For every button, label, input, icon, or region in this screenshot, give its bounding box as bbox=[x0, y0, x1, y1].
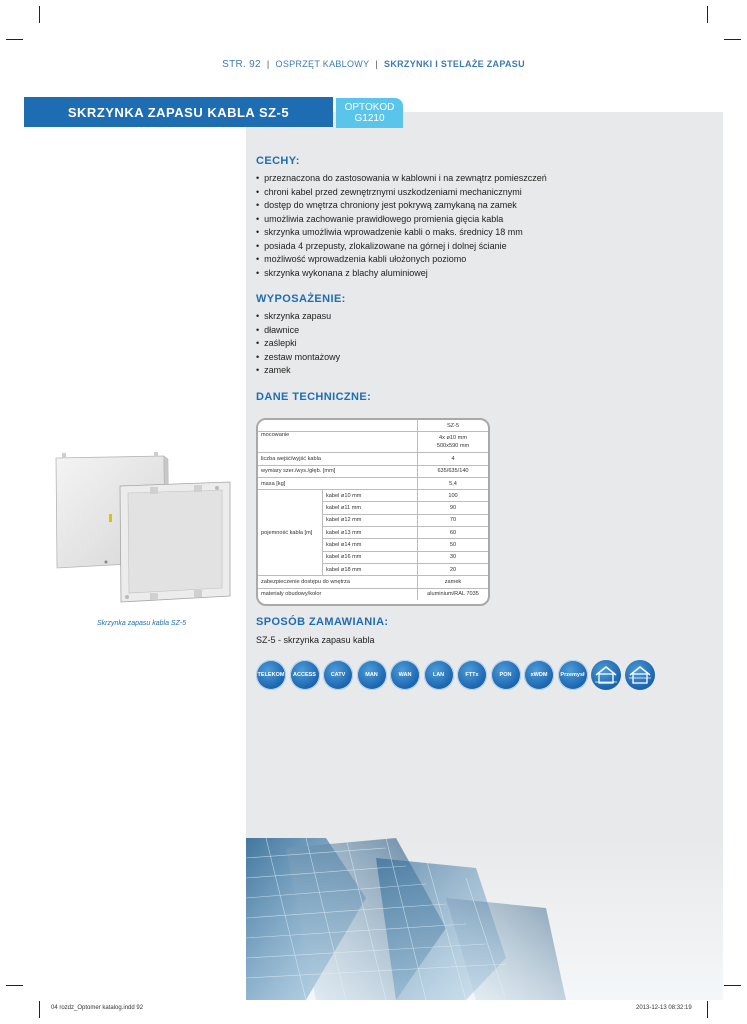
list-item: • możliwość wprowadzenia kabli ułożonych poziomo bbox=[256, 253, 547, 267]
house-network-icon bbox=[591, 660, 621, 690]
table-cell: 100 bbox=[418, 490, 489, 502]
badge-man: MAN bbox=[357, 660, 387, 690]
table-row bbox=[258, 477, 488, 489]
table-cell: materiały obudowy/kolor bbox=[258, 588, 418, 600]
table-cell: kabel ø14 mm bbox=[323, 539, 418, 551]
table-cell bbox=[418, 432, 489, 453]
page-header: STR. 92 | OSPRZĘT KABLOWY | SKRZYNKI I STELAŻE ZAPASU bbox=[222, 59, 525, 70]
application-badges bbox=[256, 660, 655, 690]
badge-fttx: FTTx bbox=[457, 660, 487, 690]
crop-mark bbox=[707, 1001, 708, 1018]
list-item: • skrzynka umożliwia wprowadzenie kabli o maks. średnicy 18 mm bbox=[256, 226, 547, 240]
table-row bbox=[258, 465, 488, 477]
product-caption: Skrzynka zapasu kabla SZ-5 bbox=[97, 620, 187, 627]
table-cell: liczba wejść/wyjść kabla bbox=[258, 453, 418, 465]
crop-mark bbox=[707, 6, 708, 23]
table-cell: kabel ø16 mm bbox=[323, 551, 418, 563]
table-cell: kabel ø10 mm bbox=[323, 490, 418, 502]
list-item: • zamek bbox=[256, 364, 340, 378]
table-cell: 70 bbox=[418, 514, 489, 526]
spec-table bbox=[256, 418, 490, 606]
list-item: • dostęp do wnętrza chroniony jest pokrywą zamykaną na zamek bbox=[256, 199, 547, 213]
crop-mark bbox=[39, 6, 40, 23]
product-title-bar bbox=[24, 97, 333, 127]
decorative-building-graphic bbox=[246, 838, 723, 1000]
badge-telekom: TELEKOM bbox=[256, 660, 286, 690]
footer-file: 04 rozdz_Optomer katalog.indd 92 bbox=[51, 1005, 144, 1011]
product-title: SKRZYNKA ZAPASU KABLA SZ-5 bbox=[67, 104, 290, 120]
table-cell: 60 bbox=[418, 527, 489, 539]
product-image bbox=[54, 452, 234, 607]
table-row bbox=[258, 453, 488, 465]
list-item: • skrzynka wykonana z blachy aluminiowej bbox=[256, 267, 547, 281]
table-cell: 5,4 bbox=[418, 477, 489, 489]
crop-mark bbox=[724, 985, 741, 986]
table-cell: 20 bbox=[418, 563, 489, 575]
table-cell: kabel ø12 mm bbox=[323, 514, 418, 526]
table-row bbox=[258, 576, 488, 588]
optokod-label: OPTOKOD bbox=[344, 102, 395, 113]
crop-mark bbox=[724, 39, 741, 40]
table-cell: mocowanie bbox=[258, 432, 418, 453]
list-item: • posiada 4 przepusty, zlokalizowane na górnej i dolnej ścianie bbox=[256, 240, 547, 254]
crop-mark bbox=[6, 985, 23, 986]
order-line: SZ-5 - skrzynka zapasu kabla bbox=[256, 635, 375, 645]
list-item: • dławnice bbox=[256, 324, 340, 338]
table-cell: zamek bbox=[418, 576, 489, 588]
badge-wan: WAN bbox=[390, 660, 420, 690]
list-item: • przeznaczona do zastosowania w kablowni i na zewnątrz pomieszczeń bbox=[256, 172, 547, 186]
sposob-heading: SPOSÓB ZAMAWIANIA: bbox=[256, 616, 389, 628]
house-network-icon bbox=[625, 660, 655, 690]
dane-heading: DANE TECHNICZNE: bbox=[256, 391, 372, 403]
table-cell: 50 bbox=[418, 539, 489, 551]
header-subcategory: SKRZYNKI I STELAŻE ZAPASU bbox=[384, 59, 525, 69]
table-cell: 635/635/140 bbox=[418, 465, 489, 477]
table-cell: 4 bbox=[418, 453, 489, 465]
wyposazenie-list bbox=[256, 310, 340, 378]
table-cell: 90 bbox=[418, 502, 489, 514]
badge-przemysl: Przemysł bbox=[558, 660, 588, 690]
list-item: • zestaw montażowy bbox=[256, 351, 340, 365]
table-cell: kabel ø13 mm bbox=[323, 527, 418, 539]
table-cell: kabel ø11 mm bbox=[323, 502, 418, 514]
cechy-list bbox=[256, 172, 547, 280]
table-row bbox=[258, 490, 488, 502]
footer-timestamp: 2013-12-13 08:32:19 bbox=[636, 1005, 692, 1011]
list-item: • zaślepki bbox=[256, 337, 340, 351]
table-row bbox=[258, 588, 488, 600]
table-header: SZ-5 bbox=[418, 420, 489, 432]
header-category: OSPRZĘT KABLOWY bbox=[275, 59, 370, 69]
optokod-tab bbox=[336, 98, 403, 128]
table-cell: kabel ø18 mm bbox=[323, 563, 418, 575]
table-cell: wymiary szer./wys./głęb. [mm] bbox=[258, 465, 418, 477]
table-row bbox=[258, 420, 488, 432]
table-row bbox=[258, 432, 488, 453]
table-cell: pojemność kabla [m] bbox=[258, 490, 323, 576]
table-cell: masa [kg] bbox=[258, 477, 418, 489]
badge-lan: LAN bbox=[424, 660, 454, 690]
table-cell: 30 bbox=[418, 551, 489, 563]
list-item: • umożliwia zachowanie prawidłowego promienia gięcia kabla bbox=[256, 213, 547, 227]
page-number: STR. 92 bbox=[222, 59, 261, 70]
badge-xwdm: xWDM bbox=[524, 660, 554, 690]
mocowanie-value: 500x590 mm bbox=[436, 443, 470, 450]
crop-mark bbox=[6, 39, 23, 40]
crop-mark bbox=[39, 1001, 40, 1018]
table-cell: zabezpieczenie dostępu do wnętrza bbox=[258, 576, 418, 588]
table-cell: aluminium/RAL 7035 bbox=[418, 588, 489, 600]
cechy-heading: CECHY: bbox=[256, 155, 300, 167]
badge-access: ACCESS bbox=[290, 660, 320, 690]
badge-pon: PON bbox=[491, 660, 521, 690]
wyposazenie-heading: WYPOSAŻENIE: bbox=[256, 293, 346, 305]
list-item: • skrzynka zapasu bbox=[256, 310, 340, 324]
list-item: • chroni kabel przed zewnętrznymi uszkodzeniami mechanicznymi bbox=[256, 186, 547, 200]
badge-catv: CATV bbox=[323, 660, 353, 690]
mocowanie-value: 4x ø10 mm bbox=[439, 435, 467, 442]
optokod-code: G1210 bbox=[354, 113, 385, 124]
